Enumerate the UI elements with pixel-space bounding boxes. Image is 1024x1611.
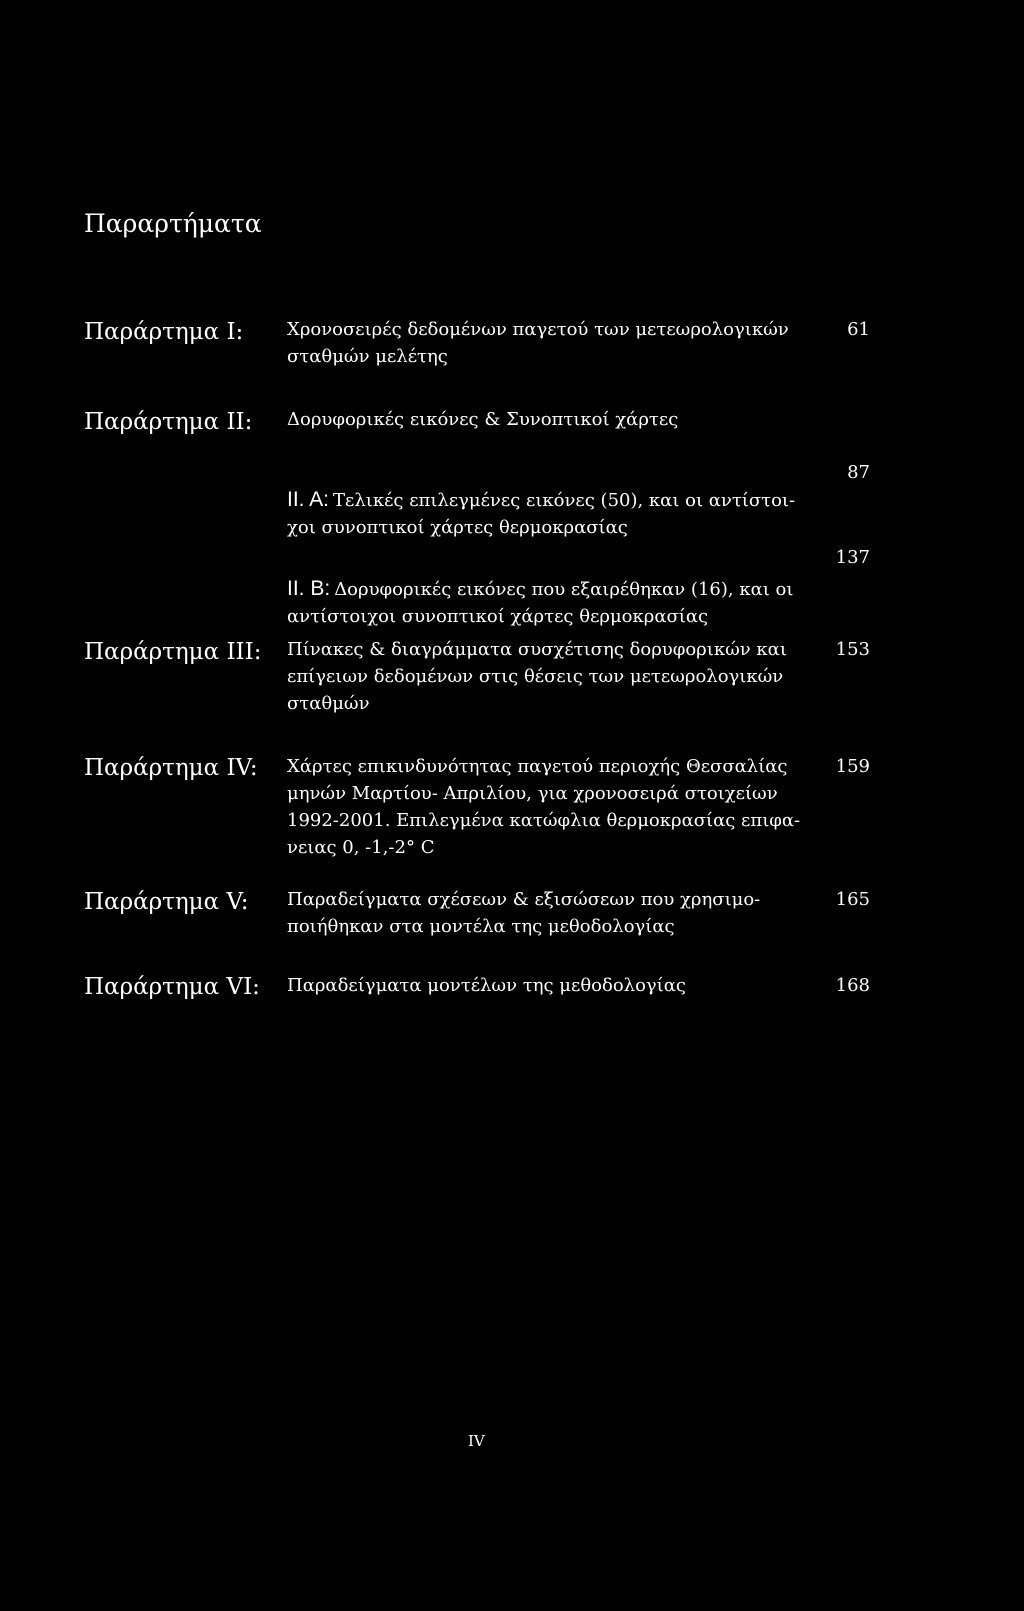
appendix-4-page: 159 — [835, 756, 870, 777]
appendix-3-page: 153 — [835, 639, 870, 660]
appendix-5-description: Παραδείγματα σχέσεων & εξισώσεων που χρησιμο- ποιήθηκαν στα μοντέλα της μεθοδολογίας — [287, 889, 761, 937]
appendix-6-label: Παράρτημα VI: — [84, 974, 260, 1000]
appendix-6-description: Παραδείγματα μοντέλων της μεθοδολογίας — [287, 975, 686, 996]
appendix-4-label: Παράρτημα IV: — [84, 755, 258, 781]
appendix-2b-entry — [287, 548, 807, 630]
appendix-2b-page: 137 — [835, 547, 870, 568]
appendix-2a-page: 87 — [847, 462, 870, 483]
appendix-2a-entry — [287, 459, 807, 541]
footer-page-number: IV — [468, 1432, 485, 1450]
appendix-4-description: Χάρτες επικινδυνότητας παγετού περιοχής Θεσσαλίας μηνών Μαρτίου- Απριλίου, για χρονοσειρά στοιχείων 1992-2001. Επιλεγμένα κατώφλια θερμοκρασίας επιφα- νειας 0, -1,-2° C — [287, 756, 801, 858]
appendix-1-label: Παράρτημα Ι: — [84, 319, 244, 345]
appendix-3-description: Πίνακες & διαγράμματα συσχέτισης δορυφορικών και επίγειων δεδομένων στις θέσεις των μετεωρολογικών σταθμών — [287, 639, 787, 714]
appendix-6-page: 168 — [835, 975, 870, 996]
appendix-2a-description: Τελικές επιλεγμένες εικόνες (50), και οι αντίστοι- χοι συνοπτικοί χάρτες θερμοκρασίας — [287, 490, 796, 538]
appendix-2b-description: Δορυφορικές εικόνες που εξαιρέθηκαν (16), και οι αντίστοιχοι συνοπτικοί χάρτες θερμοκρασίας — [287, 579, 794, 627]
appendix-1-page: 61 — [847, 319, 870, 340]
appendix-2-description: Δορυφορικές εικόνες & Συνοπτικοί χάρτες — [287, 409, 679, 430]
appendix-2b-prefix: ΙΙ. Β: — [287, 577, 331, 600]
appendix-3-label: Παράρτημα ΙΙΙ: — [84, 639, 262, 665]
appendix-2a-prefix: ΙΙ. Α: — [287, 488, 330, 511]
appendix-2-label: Παράρτημα ΙΙ: — [84, 409, 253, 435]
page-title: Παραρτήματα — [84, 209, 262, 238]
appendix-1-description: Χρονοσειρές δεδομένων παγετού των μετεωρολογικών σταθμών μελέτης — [287, 319, 789, 367]
appendix-5-label: Παράρτημα V: — [84, 889, 249, 915]
appendix-5-page: 165 — [835, 889, 870, 910]
